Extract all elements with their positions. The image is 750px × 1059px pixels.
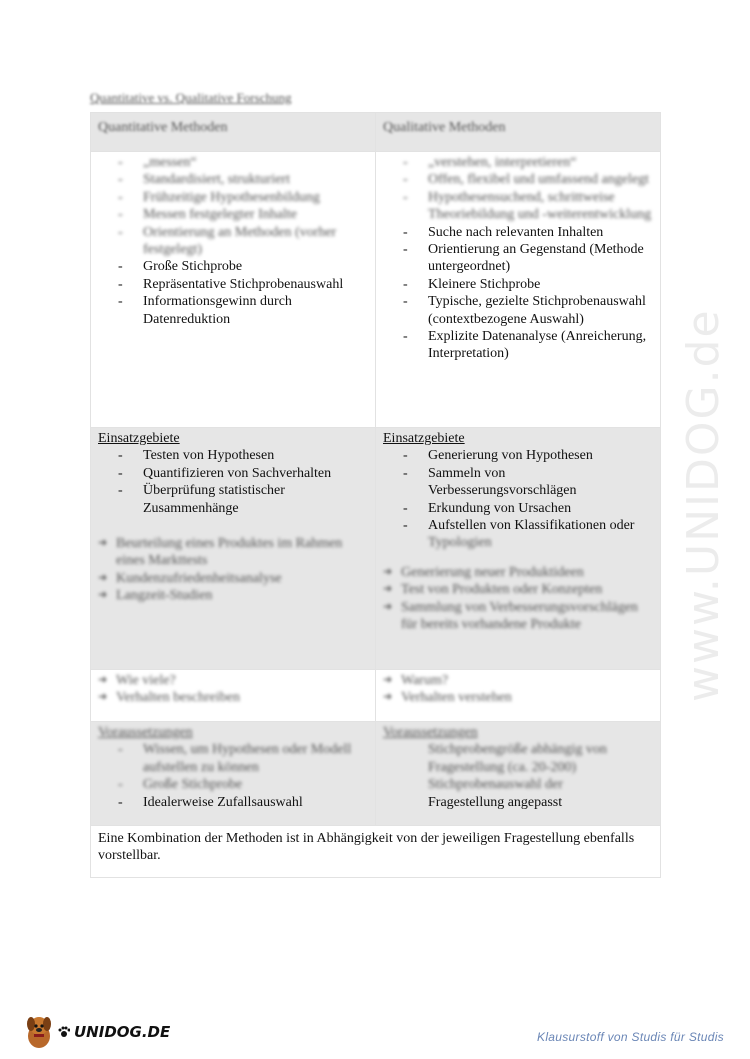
list-item: - „messen“ — [118, 154, 369, 171]
question-item: ➜ Wie viele? — [98, 672, 369, 689]
question-item: ➜ Verhalten verstehen — [383, 689, 654, 706]
einsatz-left-list — [98, 447, 369, 517]
combination-row — [91, 826, 661, 878]
einsatz-right-list — [383, 447, 654, 534]
list-item: - Testen von Hypothesen — [118, 447, 369, 464]
list-item: - Hypothesensuchend, schrittweise Theoriebildung und -weiterentwicklung — [403, 189, 654, 224]
list-item: - Informationsgewinn durch Datenreduktion — [118, 293, 369, 328]
list-item: - Orientierung an Gegenstand (Methode untergeordnet) — [403, 241, 654, 276]
einsatz-heading-left: Einsatzgebiete — [98, 431, 180, 446]
methods-left-blurred-list — [98, 154, 369, 258]
list-item: - Sammeln von Verbesserungsvorschlägen — [403, 465, 654, 500]
combination-note: Eine Kombination der Methoden ist in Abhängigkeit von der jeweiligen Fragestellung ebenfalls vorstellbar. — [91, 826, 661, 878]
methods-cell-right — [376, 152, 661, 428]
document-title: Quantitative vs. Qualitative Forschung — [90, 90, 292, 105]
logo-text: UNIDOG.DE — [74, 1023, 171, 1041]
question-item: ➜ Verhalten beschreiben — [98, 689, 369, 706]
list-item: - Wissen, um Hypothesen oder Modell aufstellen zu können — [118, 741, 369, 776]
example-item: ➜ Kundenzufriedenheitsanalyse — [98, 570, 369, 587]
list-item: - Erkundung von Ursachen — [403, 500, 654, 517]
list-item: - Orientierung an Methoden (vorher festgelegt) — [118, 224, 369, 259]
example-item: ➜ Sammlung von Verbesserungsvorschlägen für bereits vorhandene Produkte — [383, 599, 654, 634]
dog-icon — [22, 1014, 56, 1050]
voraussetzungen-right-blurred: Stichprobengröße abhängig von Fragestellung (ca. 20-200) Stichprobenauswahl der — [428, 742, 607, 793]
questions-row — [91, 670, 661, 722]
example-item: ➜ Beurteilung eines Produktes im Rahmen eines Markttests — [98, 535, 369, 570]
list-item: - Überprüfung statistischer Zusammenhänge — [118, 482, 369, 517]
list-item: - Große Stichprobe — [118, 776, 369, 793]
paw-icon — [58, 1026, 70, 1038]
einsatz-right-tail: Typologien — [428, 535, 492, 551]
methods-right-blurred-list — [383, 154, 654, 224]
unidog-logo — [22, 1012, 170, 1052]
example-item: ➜ Langzeit-Studien — [98, 587, 369, 604]
list-item: - Aufstellen von Klassifikationen oder — [403, 517, 654, 534]
list-item: - Standardisiert, strukturiert — [118, 171, 369, 188]
footer-tagline: Klausurstoff von Studis für Studis — [537, 1030, 724, 1044]
list-item: - „verstehen, interpretieren“ — [403, 154, 654, 171]
list-item: - Explizite Datenanalyse (Anreicherung, Interpretation) — [403, 328, 654, 363]
voraussetzungen-heading-right: Voraussetzungen — [383, 725, 478, 740]
methods-left-list — [98, 258, 369, 328]
table-header-row — [91, 113, 661, 152]
watermark: www.UNIDOG.de — [678, 308, 729, 702]
voraussetzungen-left-list — [98, 794, 369, 811]
methods-cell-left — [91, 152, 376, 428]
list-item: - Kleinere Stichprobe — [403, 276, 654, 293]
voraussetzungen-right-tail: Fragestellung angepasst — [428, 794, 563, 810]
example-item: ➜ Test von Produkten oder Konzepten — [383, 581, 654, 598]
list-item: - Quantifizieren von Sachverhalten — [118, 465, 369, 482]
list-item: - Große Stichprobe — [118, 258, 369, 275]
comparison-table — [90, 112, 661, 878]
list-item: - Repräsentative Stichprobenauswahl — [118, 276, 369, 293]
voraussetzungen-cell-right — [376, 722, 661, 826]
einsatz-left-examples — [98, 535, 369, 605]
column-header-quantitative: Quantitative Methoden — [91, 113, 376, 152]
methods-row — [91, 152, 661, 428]
einsatz-heading-right: Einsatzgebiete — [383, 431, 465, 446]
methods-right-list — [383, 224, 654, 363]
list-item: - Suche nach relevanten Inhalten — [403, 224, 654, 241]
list-item: - Messen festgelegter Inhalte — [118, 206, 369, 223]
questions-right — [383, 672, 654, 707]
voraussetzungen-row — [91, 722, 661, 826]
column-header-qualitative: Qualitative Methoden — [376, 113, 661, 152]
einsatz-cell-right — [376, 428, 661, 670]
questions-cell-left — [91, 670, 376, 722]
question-item: ➜ Warum? — [383, 672, 654, 689]
questions-left — [98, 672, 369, 707]
voraussetzungen-heading-left: Voraussetzungen — [98, 725, 193, 740]
list-item: - Offen, flexibel und umfassend angelegt — [403, 171, 654, 188]
einsatz-right-examples — [383, 564, 654, 634]
list-item: - Typische, gezielte Stichprobenauswahl (contextbezogene Auswahl) — [403, 293, 654, 328]
list-item: - Frühzeitige Hypothesenbildung — [118, 189, 369, 206]
example-item: ➜ Generierung neuer Produktideen — [383, 564, 654, 581]
list-item: - Generierung von Hypothesen — [403, 447, 654, 464]
voraussetzungen-cell-left — [91, 722, 376, 826]
questions-cell-right — [376, 670, 661, 722]
list-item: - Idealerweise Zufallsauswahl — [118, 794, 369, 811]
voraussetzungen-left-blurred — [98, 741, 369, 793]
einsatz-cell-left — [91, 428, 376, 670]
einsatz-row — [91, 428, 661, 670]
